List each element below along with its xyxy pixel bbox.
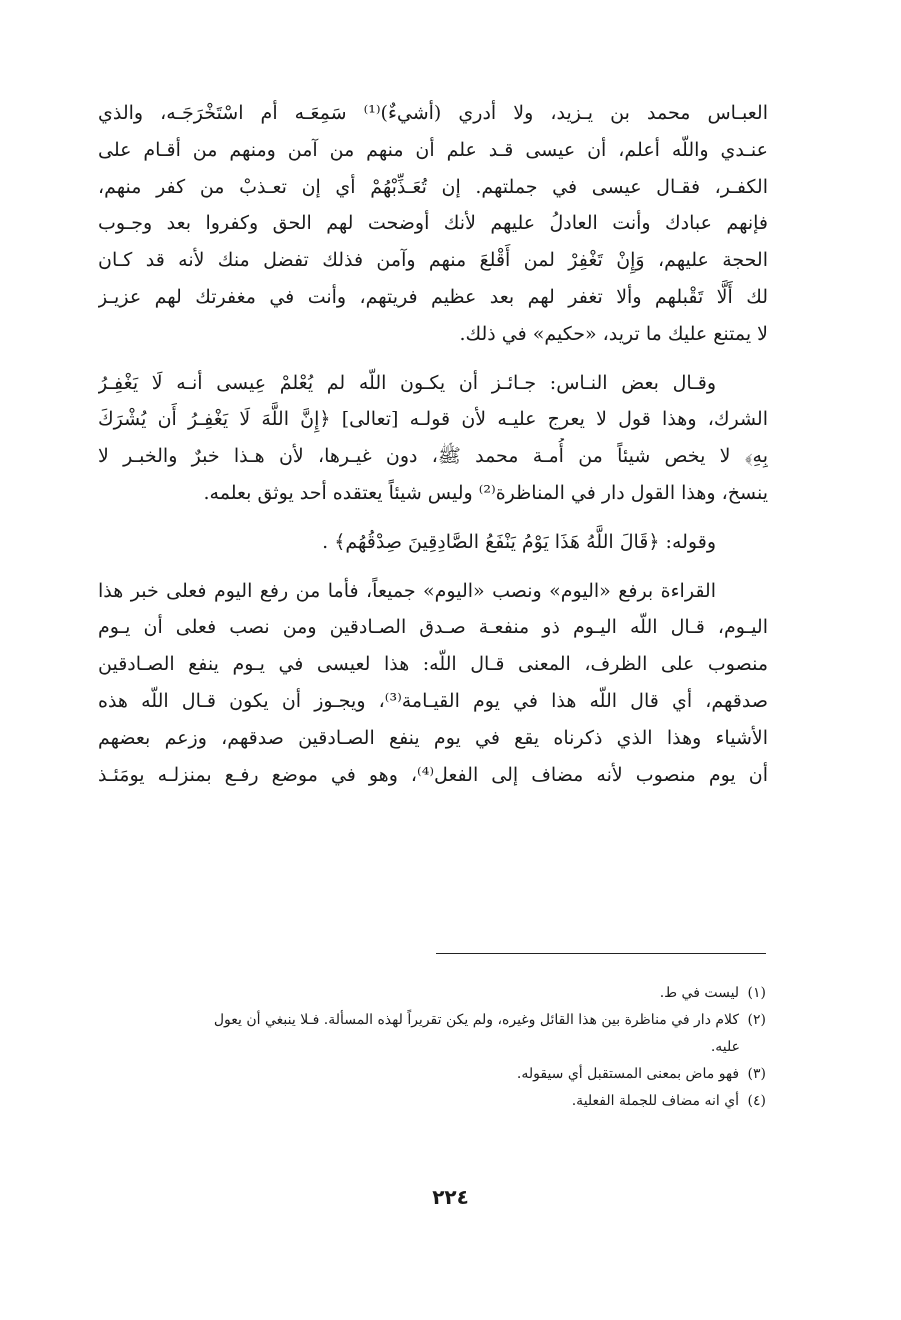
paragraph-2 <box>98 365 768 512</box>
footnote-text: أي انه مضاف للجملة الفعلية. <box>571 1093 740 1109</box>
text-line: العبـاس محمد بن يـزيد، ولا أدري (أشيءٌ)⁽¹⁾ سَمِعَـه أم اسْتَخْرَجَـه، والذي <box>98 102 768 124</box>
footnote-2 <box>98 1007 766 1034</box>
page-number: ٢٢٤ <box>432 1185 469 1209</box>
footnote-1 <box>98 980 766 1007</box>
text-line: الحجة عليهم، وَإِنْ تَغْفِرْ لمن أَقْلعَ منهم وآمن فذلك تفضل منك لأنه قد كـان <box>98 249 768 272</box>
footnote-text: فهو ماض بمعنى المستقبل أي سيقوله. <box>516 1066 740 1082</box>
footnote-number: (١) <box>747 985 766 1001</box>
text-line: الأشياء وهذا الذي ذكرناه يقع في يوم ينفع الصـادقين صدقهم، وزعم بعضهم <box>98 726 768 749</box>
text-line: لا يمتنع عليك ما تريد، «حكيم» في ذلك. <box>459 322 768 345</box>
footnote-text: ليست في ط. <box>659 985 740 1001</box>
footnotes <box>98 980 766 1115</box>
text-line: فإنهم عبادك وأنت العادلُ عليهم لأنك أوضحت لهم الحق وكفروا بعد وجـوب <box>98 212 768 235</box>
paragraph-4 <box>98 573 768 794</box>
text-line: الشرك، وهذا قول لا يعرج عليـه لأن قولـه [تعالى] ﴿إِنَّ اللَّهَ لَا يَغْفِـرُ أَن يُشْرَكَ <box>98 408 768 431</box>
text-line: لك أَلَّا تَقْبلهم وألا تغفر لهم بعد عظيم فريتهم، وأنت في مغفرتك لهم عزيـز <box>98 285 768 308</box>
main-text <box>98 95 768 793</box>
footnote-divider <box>436 953 766 954</box>
text-line: منصوب على الظرف، المعنى قـال اللّه: هذا لعيسى في يـوم ينفع الصـادقين <box>98 653 768 676</box>
footnote-number: (٣) <box>747 1066 766 1082</box>
text-line: اليـوم، قـال اللّه اليـوم ذو منفعـة صـدق الصـادقين ومن نصب فعلى أن يـوم <box>98 616 768 639</box>
text-line: أن يوم منصوب لأنه مضاف إلى الفعل⁽⁴⁾، وهو في موضع رفـع بمنزلـه يومَئـذ <box>98 763 768 786</box>
text-line: عنـدي واللّه أعلم، أن عيسى قـد علم أن منهم من آمن ومنهم من أقـام على <box>98 138 768 161</box>
verse-line: وقوله: ﴿قَالَ اللَّهُ هَذَا يَوْمُ يَنْفَعُ الصَّادِقِينَ صِدْقُهُم﴾ . <box>322 530 716 553</box>
text-line: صدقهم، أي قال اللّه هذا في يوم القيـامة⁽³⁾، ويجـوز أن يكون قـال اللّه هذه <box>98 689 768 712</box>
footnote-number: (٢) <box>747 1012 766 1028</box>
text-line: ينسخ، وهذا القول دار في المناظرة⁽²⁾ وليس شيئاً يعتقده أحد يوثق بعلمه. <box>203 481 768 504</box>
footnote-number: (٤) <box>747 1093 766 1109</box>
footnote-2-continuation <box>98 1034 766 1061</box>
paragraph-3 <box>98 524 768 561</box>
text-line: القراءة برفع «اليوم» ونصب «اليوم» جميعاً، فأما من رفع اليوم فعلى خبر هذا <box>98 579 716 602</box>
text-line: بِهِ﴾ لا يخص شيئاً من أُمـة محمد ﷺ، دون غيـرها، لأن هـذا خبرٌ والخبـر لا <box>98 445 768 468</box>
text-line: الكفـر، فقـال عيسى في جملتهم. إن تُعَـذِّبْهُمْ أي إن تعـذبْ من كفر منهم، <box>98 175 768 198</box>
paragraph-1 <box>98 95 768 353</box>
footnote-text: عليه. <box>710 1039 740 1055</box>
text-line: وقـال بعض النـاس: جـائـز أن يكـون اللّه لم يُعْلمْ عِيسى أنـه لَا يَغْفِـرُ <box>98 371 716 394</box>
footnote-3 <box>98 1061 766 1088</box>
footnote-4 <box>98 1088 766 1115</box>
footnote-text: كلام دار في مناظرة بين هذا القائل وغيره، ولم يكن تقريراً لهذه المسألة. فـلا ينبغي أن يعول <box>213 1012 740 1028</box>
